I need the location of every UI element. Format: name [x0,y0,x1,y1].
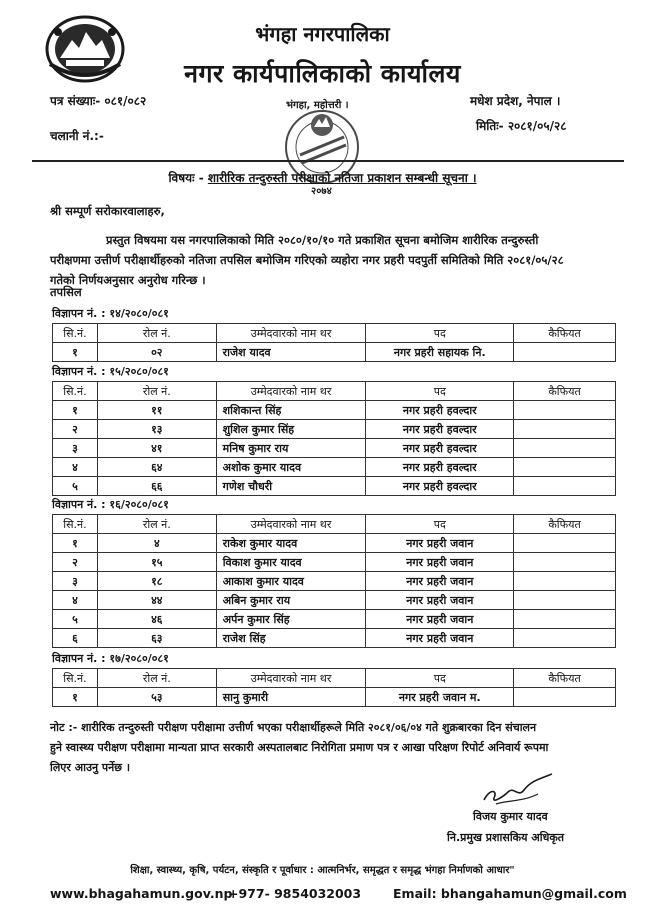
cell-roll: ४१ [97,439,216,458]
col-header-remarks: कैफियत [514,382,616,401]
paragraph-line: प्रस्तुत विषयमा यस नगरपालिकाको मिति २०८०/१०/१० गते प्रकाशित सूचना बमोजिम शारीरिक तन्दुरुस्ती [106,233,539,247]
subject-text: शारीरिक तन्दुरुस्ती परीक्षाको नतिजा प्रकाशन सम्बन्धी सूचना । [207,171,477,185]
table-row [53,610,616,629]
cell-name: राकेश कुमार यादव [216,534,366,553]
cell-roll: ६६ [97,477,216,496]
tapsil-heading: तपसिल [50,285,82,299]
cell-name: राजेश यादव [216,343,366,362]
col-header-name: उम्मेदवारको नाम थर [216,324,366,343]
cell-post: नगर प्रहरी जवान [366,572,514,591]
cell-post: नगर प्रहरी सहायक नि. [366,343,514,362]
col-header-roll: रोल नं. [97,669,216,688]
email-address[interactable]: Email: bhangahamun@gmail.com [393,886,627,901]
cell-roll: ०२ [97,343,216,362]
cell-roll: ६३ [97,629,216,648]
letter-date: मितिः- २०८१/०५/२८ [476,119,567,133]
cell-post: नगर प्रहरी जवान [366,610,514,629]
results-table [52,381,616,496]
col-header-roll: रोल नं. [97,382,216,401]
cell-name: शुशिल कुमार सिंह [216,420,366,439]
cell-name: आकाश कुमार यादव [216,572,366,591]
location-text: मधेश प्रदेश, नेपाल । [470,94,561,108]
signatory-name: विजय कुमार यादव [473,810,548,823]
cell-sn: २ [53,420,98,439]
cell-remarks [514,401,616,420]
cell-remarks [514,553,616,572]
results-table [52,323,616,362]
cell-remarks [514,439,616,458]
table-row [53,534,616,553]
handwritten-signature [478,770,558,810]
signatory-title: नि.प्रमुख प्रशासकिय अधिकृत [447,831,565,844]
cell-roll: १८ [97,572,216,591]
table-header-row [53,669,616,688]
cell-post: नगर प्रहरी हवल्दार [366,401,514,420]
cell-roll: ४४ [97,591,216,610]
table-row [53,439,616,458]
cell-roll: ५३ [97,688,216,707]
advertisement-number: विज्ञापन नं. : १४/२०८०/०८१ [52,307,169,320]
cell-sn: ४ [53,458,98,477]
cell-remarks [514,477,616,496]
cell-remarks [514,458,616,477]
cell-sn: १ [53,688,98,707]
cell-name: विकाश कुमार यादव [216,553,366,572]
cell-remarks [514,591,616,610]
table-header-row [53,515,616,534]
col-header-remarks: कैफियत [514,515,616,534]
results-table [52,514,616,648]
cell-name: गणेश चौधरी [216,477,366,496]
salutation: श्री सम्पूर्ण सरोकारवालाहरु, [50,204,165,218]
cell-post: नगर प्रहरी जवान [366,534,514,553]
table-row [53,401,616,420]
cell-post: नगर प्रहरी हवल्दार [366,420,514,439]
cell-roll: ४ [97,534,216,553]
results-table [52,668,616,707]
cell-post: नगर प्रहरी जवान [366,591,514,610]
cell-sn: ३ [53,572,98,591]
subject-line [0,169,645,186]
cell-post: नगर प्रहरी हवल्दार [366,439,514,458]
table-row [53,591,616,610]
cell-sn: ६ [53,629,98,648]
col-header-remarks: कैफियत [514,669,616,688]
cell-roll: ११ [97,401,216,420]
col-header-post: पद [366,669,514,688]
col-header-sn: सि.नं. [53,324,98,343]
letter-number: पत्र संख्याः- ०८१/०८२ [50,94,147,108]
col-header-name: उम्मेदवारको नाम थर [216,515,366,534]
cell-post: नगर प्रहरी हवल्दार [366,458,514,477]
table-row [53,477,616,496]
office-title: नगर कार्यपालिकाको कार्यालय [184,59,461,88]
cell-name: मनिष कुमार राय [216,439,366,458]
cell-sn: १ [53,534,98,553]
cell-remarks [514,572,616,591]
notice-paragraph [50,230,620,290]
cell-sn: २ [53,553,98,572]
cell-name: अर्पन कुमार सिंह [216,610,366,629]
website-link[interactable]: www.bhagahamun.gov.np [50,886,233,901]
col-header-name: उम्मेदवारको नाम थर [216,669,366,688]
table-header-row [53,324,616,343]
col-header-post: पद [366,324,514,343]
cell-name: राजेश सिंह [216,629,366,648]
note-line: लिएर आउनु पर्नेछ । [50,761,130,774]
cell-name: अशोक कुमार यादव [216,458,366,477]
cell-roll: ६४ [97,458,216,477]
table-row [53,688,616,707]
cell-roll: १५ [97,553,216,572]
table-row [53,629,616,648]
footer-slogan: शिक्षा, स्वास्थ्य, कृषि, पर्यटन, संस्कृति र पूर्वाधार : आत्मनिर्भर, समृद्धत र समृद्ध भंगहा निर्माणको आधार" [130,865,515,876]
dispatch-number: चलानी नं.:- [50,129,104,143]
note-line: हुने स्वास्थ्य परीक्षण परीक्षामा मान्यता प्राप्त सरकारी अस्पतालबाट निरोगिता प्रमाण पत्र र आखा परिक्षण रिपोर्ट अनिवार्य रूपमा [50,741,549,754]
table-row [53,572,616,591]
header-divider [32,160,624,162]
table-header-row [53,382,616,401]
table-row [53,343,616,362]
cell-post: नगर प्रहरी हवल्दार [366,477,514,496]
cell-remarks [514,610,616,629]
col-header-sn: सि.नं. [53,669,98,688]
col-header-name: उम्मेदवारको नाम थर [216,382,366,401]
cell-name: शशिकान्त सिंह [216,401,366,420]
municipality-name: भंगहा नगरपालिका [255,22,390,46]
cell-sn: १ [53,401,98,420]
cell-sn: १ [53,343,98,362]
cell-remarks [514,534,616,553]
cell-remarks [514,420,616,439]
note-line: नोट :- शारीरिक तन्दुरुस्ती परीक्षण परीक्षामा उत्तीर्ण भएका परीक्षार्थीहरूले मिति २०८१/०६/०४ गते शुक्रबारका दिन संचालन [50,721,537,734]
cell-name: सानु कुमारी [216,688,366,707]
table-row [53,458,616,477]
advertisement-number: विज्ञापन नं. : १५/२०८०/०८१ [52,365,169,378]
cell-remarks [514,688,616,707]
advertisement-number: विज्ञापन नं. : १६/२०८०/०८१ [52,498,169,511]
cell-post: नगर प्रहरी जवान म. [366,688,514,707]
note-block [50,718,625,778]
cell-post: नगर प्रहरी जवान [366,553,514,572]
col-header-post: पद [366,515,514,534]
cell-remarks [514,343,616,362]
col-header-sn: सि.नं. [53,382,98,401]
advertisement-number: विज्ञापन नं. : १७/२०८०/०८१ [52,652,169,665]
subject-label: विषयः - [168,171,204,185]
col-header-post: पद [366,382,514,401]
col-header-roll: रोल नं. [97,324,216,343]
cell-name: अबिन कुमार राय [216,591,366,610]
paragraph-line: गतेको निर्णयअनुसार अनुरोध गरिन्छ । [50,273,206,287]
col-header-remarks: कैफियत [514,324,616,343]
table-row [53,420,616,439]
phone-number: +977- 9854032003 [228,886,362,901]
cell-sn: ४ [53,591,98,610]
cell-sn: ३ [53,439,98,458]
col-header-sn: सि.नं. [53,515,98,534]
paragraph-line: परीक्षणमा उत्तीर्ण परीक्षार्थीहरुको नतिजा तपसिल बमोजिम गरिएको व्यहोरा नगर प्रहरी पदपुर्ती समितिको मिति २०८१/०५/२८ [50,253,564,267]
cell-roll: ४६ [97,610,216,629]
cell-roll: १३ [97,420,216,439]
stamp-year: २०७४ [311,186,332,197]
col-header-roll: रोल नं. [97,515,216,534]
cell-sn: ५ [53,610,98,629]
stamp-location: भंगहा, महोत्तरी । [286,100,349,111]
table-row [53,553,616,572]
cell-remarks [514,629,616,648]
cell-post: नगर प्रहरी जवान [366,629,514,648]
cell-sn: ५ [53,477,98,496]
